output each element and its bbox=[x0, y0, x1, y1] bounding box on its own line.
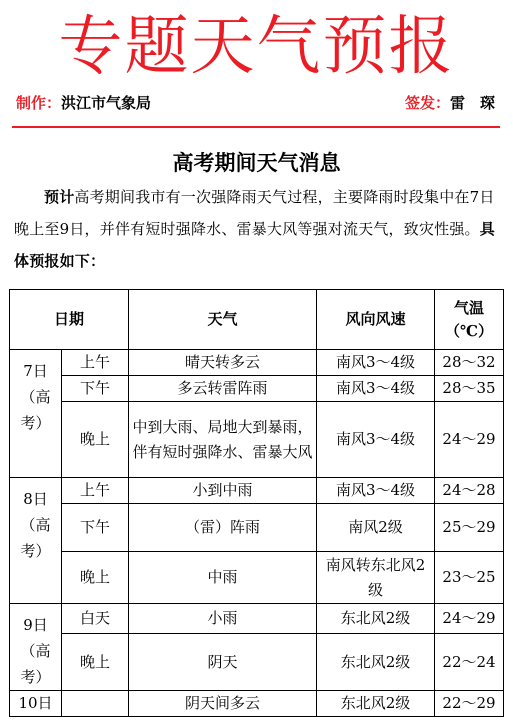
date-cell: 9日（高考） bbox=[10, 604, 62, 691]
weather-cell: 阴天 bbox=[129, 634, 317, 691]
temp-cell: 24～29 bbox=[435, 604, 504, 634]
issuer-label: 签发： bbox=[404, 94, 450, 112]
period-cell: 白天 bbox=[62, 604, 129, 634]
temp-cell: 24～28 bbox=[435, 478, 504, 504]
period-cell bbox=[62, 691, 129, 717]
table-row bbox=[10, 504, 504, 552]
intro-lead: 预计 bbox=[44, 188, 75, 206]
date-cell: 8日（高考） bbox=[10, 478, 62, 604]
producer-name: 洪江市气象局 bbox=[61, 94, 152, 112]
date-cell: 10日 bbox=[10, 691, 62, 717]
period-cell: 上午 bbox=[62, 350, 129, 376]
weather-cell: 阴天间多云 bbox=[129, 691, 317, 717]
intro-body: 高考期间我市有一次强降雨天气过程，主要降雨时段集中在7日晚上至9日，并伴有短时强降水、雷暴大风等强对流天气，致灾性强。 bbox=[14, 188, 495, 238]
weather-cell: 中雨 bbox=[129, 552, 317, 604]
date-cell: 7日（高考） bbox=[10, 350, 62, 478]
period-cell: 下午 bbox=[62, 376, 129, 402]
wind-cell: 南风3～4级 bbox=[317, 376, 435, 402]
period-cell: 晚上 bbox=[62, 402, 129, 478]
issuer-name: 雷 琛 bbox=[449, 94, 495, 112]
temp-cell: 23～25 bbox=[435, 552, 504, 604]
wind-cell: 东北风2级 bbox=[317, 691, 435, 717]
table-row bbox=[10, 376, 504, 402]
weather-cell: 中到大雨、局地大到暴雨，伴有短时强降水、雷暴大风 bbox=[129, 402, 317, 478]
table-row bbox=[10, 350, 504, 376]
table-header-row bbox=[10, 290, 504, 350]
table-row bbox=[10, 478, 504, 504]
wind-cell: 南风3～4级 bbox=[317, 350, 435, 376]
wind-cell: 南风转东北风2级 bbox=[317, 552, 435, 604]
masthead-title: 专题天气预报 bbox=[58, 10, 455, 84]
table-row bbox=[10, 552, 504, 604]
header-divider bbox=[12, 126, 500, 128]
temp-cell: 22～29 bbox=[435, 691, 504, 717]
weather-cell: 多云转雷阵雨 bbox=[129, 376, 317, 402]
period-cell: 晚上 bbox=[62, 634, 129, 691]
header-temp: 气温（℃） bbox=[435, 290, 504, 350]
table-row bbox=[10, 604, 504, 634]
period-cell: 上午 bbox=[62, 478, 129, 504]
table-row bbox=[10, 634, 504, 691]
wind-cell: 东北风2级 bbox=[317, 634, 435, 691]
temp-cell: 28～32 bbox=[435, 350, 504, 376]
document-title: 高考期间天气消息 bbox=[172, 150, 341, 175]
weather-cell: 小到中雨 bbox=[129, 478, 317, 504]
temp-cell: 25～29 bbox=[435, 504, 504, 552]
header-wind: 风向风速 bbox=[317, 290, 435, 350]
wind-cell: 南风3～4级 bbox=[317, 478, 435, 504]
header-weather: 天气 bbox=[129, 290, 317, 350]
table-row bbox=[10, 691, 504, 717]
intro-tail: 具体预报如下： bbox=[14, 220, 495, 270]
weather-cell: 晴天转多云 bbox=[129, 350, 317, 376]
temp-cell: 24～29 bbox=[435, 402, 504, 478]
header-date: 日期 bbox=[10, 290, 129, 350]
table-row bbox=[10, 402, 504, 478]
intro-paragraph bbox=[14, 181, 500, 277]
period-cell: 晚上 bbox=[62, 552, 129, 604]
weather-cell: 小雨 bbox=[129, 604, 317, 634]
temp-cell: 28～35 bbox=[435, 376, 504, 402]
weather-cell: （雷）阵雨 bbox=[129, 504, 317, 552]
issuer-line bbox=[405, 92, 495, 113]
forecast-table bbox=[9, 289, 504, 717]
temp-cell: 22～24 bbox=[435, 634, 504, 691]
producer-line bbox=[16, 92, 151, 113]
producer-label: 制作： bbox=[16, 94, 62, 112]
wind-cell: 南风3～4级 bbox=[317, 402, 435, 478]
wind-cell: 南风2级 bbox=[317, 504, 435, 552]
period-cell: 下午 bbox=[62, 504, 129, 552]
wind-cell: 东北风2级 bbox=[317, 604, 435, 634]
